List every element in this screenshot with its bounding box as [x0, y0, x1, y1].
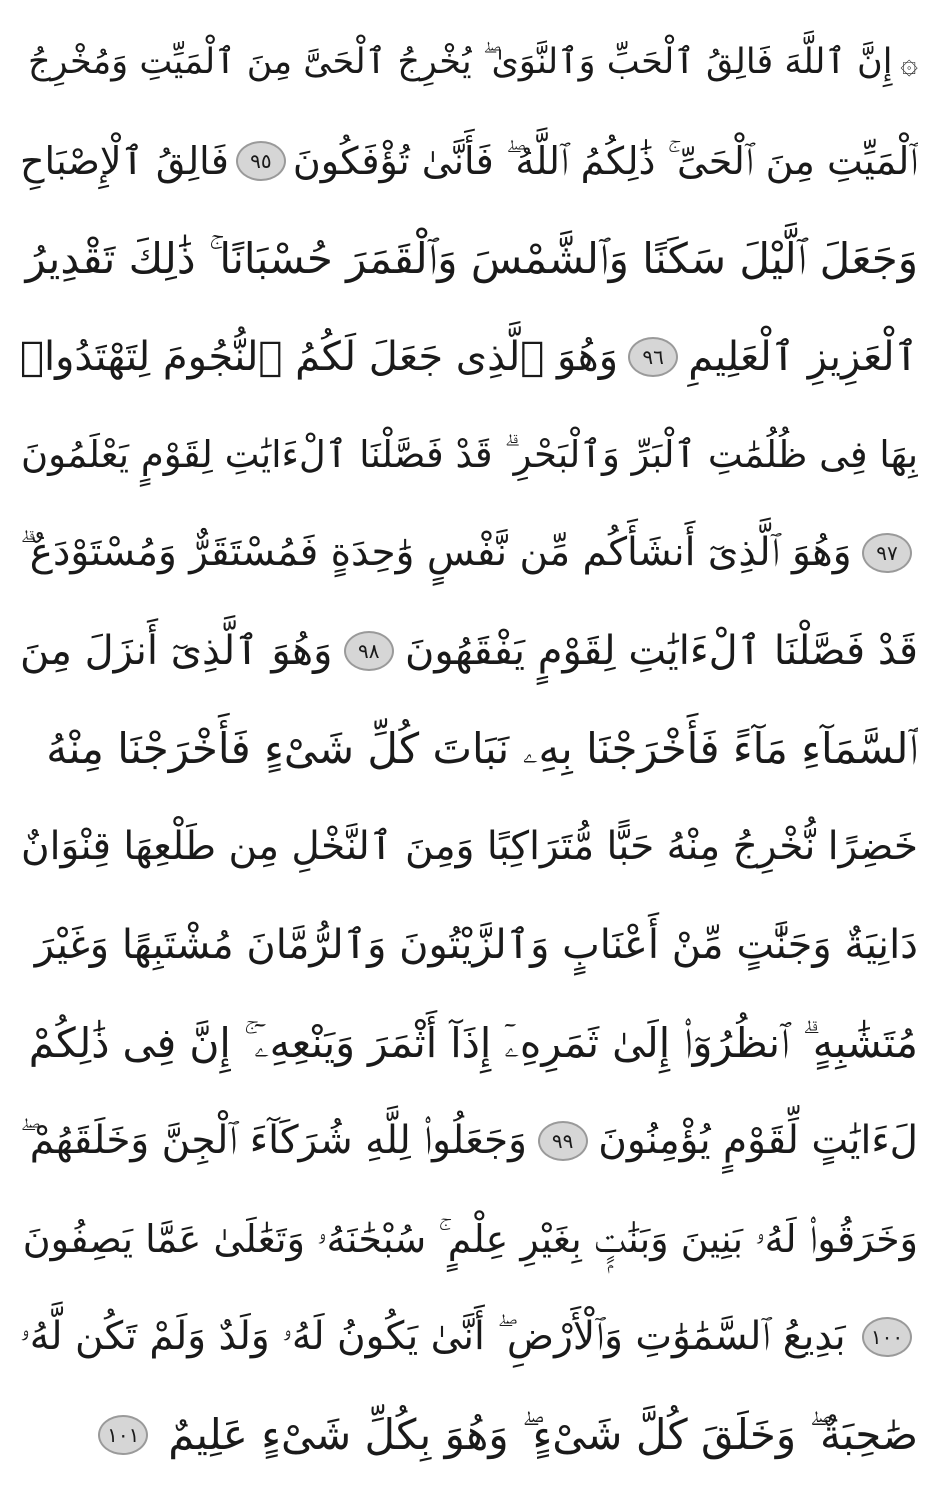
- ayah-number-marker: ٩٧: [862, 533, 912, 573]
- verse-text: صَٰحِبَةٌ ۖ وَخَلَقَ كُلَّ شَىْءٍ ۖ وَهُوَ بِكُلِّ شَىْءٍ عَلِيمٌ: [168, 1410, 918, 1459]
- text-line-6: [20, 504, 918, 602]
- verse-text: فَالِقُ ٱلْإِصْبَاحِ: [20, 139, 229, 183]
- ayah-number-marker: ١٠١: [98, 1415, 148, 1455]
- text-line-12: [20, 1092, 918, 1190]
- verse-text: ۞إِنَّ ٱللَّهَ فَالِقُ ٱلْحَبِّ وَٱلنَّوَىٰ ۖ يُخْرِجُ ٱلْحَىَّ مِنَ ٱلْمَيِّتِ وَمُخْرِجُ: [28, 14, 918, 112]
- verse-text: مُتَشَٰبِهٍ ۗ ٱنظُرُوٓا۟ إِلَىٰ ثَمَرِهِۦٓ إِذَآ أَثْمَرَ وَيَنْعِهِۦٓ ۚ إِنَّ فِى ذَٰلِكُمْ: [28, 1019, 918, 1067]
- rub-el-hizb-icon: ۞: [900, 46, 918, 81]
- ayah-number-marker: ٩٥: [236, 141, 286, 181]
- text-line-4: [20, 308, 918, 406]
- ayah-number-marker: ٩٩: [538, 1121, 588, 1161]
- ayah-number-marker: ٩٦: [628, 337, 678, 377]
- verse-text: ٱلْعَزِيزِ ٱلْعَلِيمِ: [688, 334, 918, 380]
- text-line-9: [20, 798, 918, 896]
- verse-text: وَجَعَلُوا۟ لِلَّهِ شُرَكَآءَ ٱلْجِنَّ وَخَلَقَهُمْ ۖ: [20, 1118, 527, 1163]
- verse-text: ٱلْمَيِّتِ مِنَ ٱلْحَىِّ ۚ ذَٰلِكُمُ ٱللَّهُ ۖ فَأَنَّىٰ تُؤْفَكُونَ: [292, 139, 918, 183]
- text-line-5: [20, 406, 918, 504]
- text-line-1: [20, 14, 918, 112]
- text-line-3: [20, 210, 918, 308]
- text-line-10: [20, 896, 918, 994]
- text-line-11: [20, 994, 918, 1092]
- text-line-2: [20, 112, 918, 210]
- ayah-number-marker: ١٠٠: [862, 1317, 912, 1357]
- verse-text: بَدِيعُ ٱلسَّمَٰوَٰتِ وَٱلْأَرْضِ ۖ أَنَّىٰ يَكُونُ لَهُۥ وَلَدٌ وَلَمْ تَكُن لَّهُۥ: [20, 1314, 846, 1359]
- verse-text: وَهُوَ ٱلَّذِىٓ أَنشَأَكُم مِّن نَّفْسٍ وَٰحِدَةٍ فَمُسْتَقَرٌّ وَمُسْتَوْدَعٌ ۗ: [20, 530, 852, 575]
- verse-text: وَهُوَ ٱلَّذِىٓ أَنزَلَ مِنَ: [20, 628, 333, 674]
- ayah-number-marker: ٩٨: [344, 631, 394, 671]
- text-line-15: [20, 1386, 918, 1484]
- verse-text: بِهَا فِى ظُلُمَٰتِ ٱلْبَرِّ وَٱلْبَحْرِ ۗ قَدْ فَصَّلْنَا ٱلْءَايَٰتِ لِقَوْمٍ يَعْلَمُونَ: [20, 433, 918, 476]
- verse-text: خَضِرًا نُّخْرِجُ مِنْهُ حَبًّا مُّتَرَاكِبًا وَمِنَ ٱلنَّخْلِ مِن طَلْعِهَا قِنْوَانٌ: [21, 824, 918, 869]
- verse-text: ٱلسَّمَآءِ مَآءً فَأَخْرَجْنَا بِهِۦ نَبَاتَ كُلِّ شَىْءٍ فَأَخْرَجْنَا مِنْهُ: [46, 724, 918, 773]
- text-line-14: [20, 1288, 918, 1386]
- verse-text: وَجَعَلَ ٱلَّيْلَ سَكَنًا وَٱلشَّمْسَ وَٱلْقَمَرَ حُسْبَانًا ۚ ذَٰلِكَ تَقْدِيرُ: [25, 234, 918, 283]
- verse-text: وَهُوَ ٱلَّذِى جَعَلَ لَكُمُ ٱلنُّجُومَ لِتَهْتَدُوا۟: [20, 334, 619, 380]
- text-line-8: [20, 700, 918, 798]
- verse-text: لَءَايَٰتٍ لِّقَوْمٍ يُؤْمِنُونَ: [598, 1118, 918, 1163]
- verse-text: قَدْ فَصَّلْنَا ٱلْءَايَٰتِ لِقَوْمٍ يَفْقَهُونَ: [404, 628, 918, 674]
- verse-text: دَانِيَةٌ وَجَنَّٰتٍ مِّنْ أَعْنَابٍ وَٱلزَّيْتُونَ وَٱلرُّمَّانَ مُشْتَبِهًا وَغَيْرَ: [34, 922, 918, 968]
- verse-text: وَخَرَقُوا۟ لَهُۥ بَنِينَ وَبَنَٰتٍۭ بِغَيْرِ عِلْمٍ ۚ سُبْحَٰنَهُۥ وَتَعَٰلَىٰ عَمَّا يَصِفُونَ: [22, 1217, 918, 1261]
- text-line-13: [20, 1190, 918, 1288]
- text-line-7: [20, 602, 918, 700]
